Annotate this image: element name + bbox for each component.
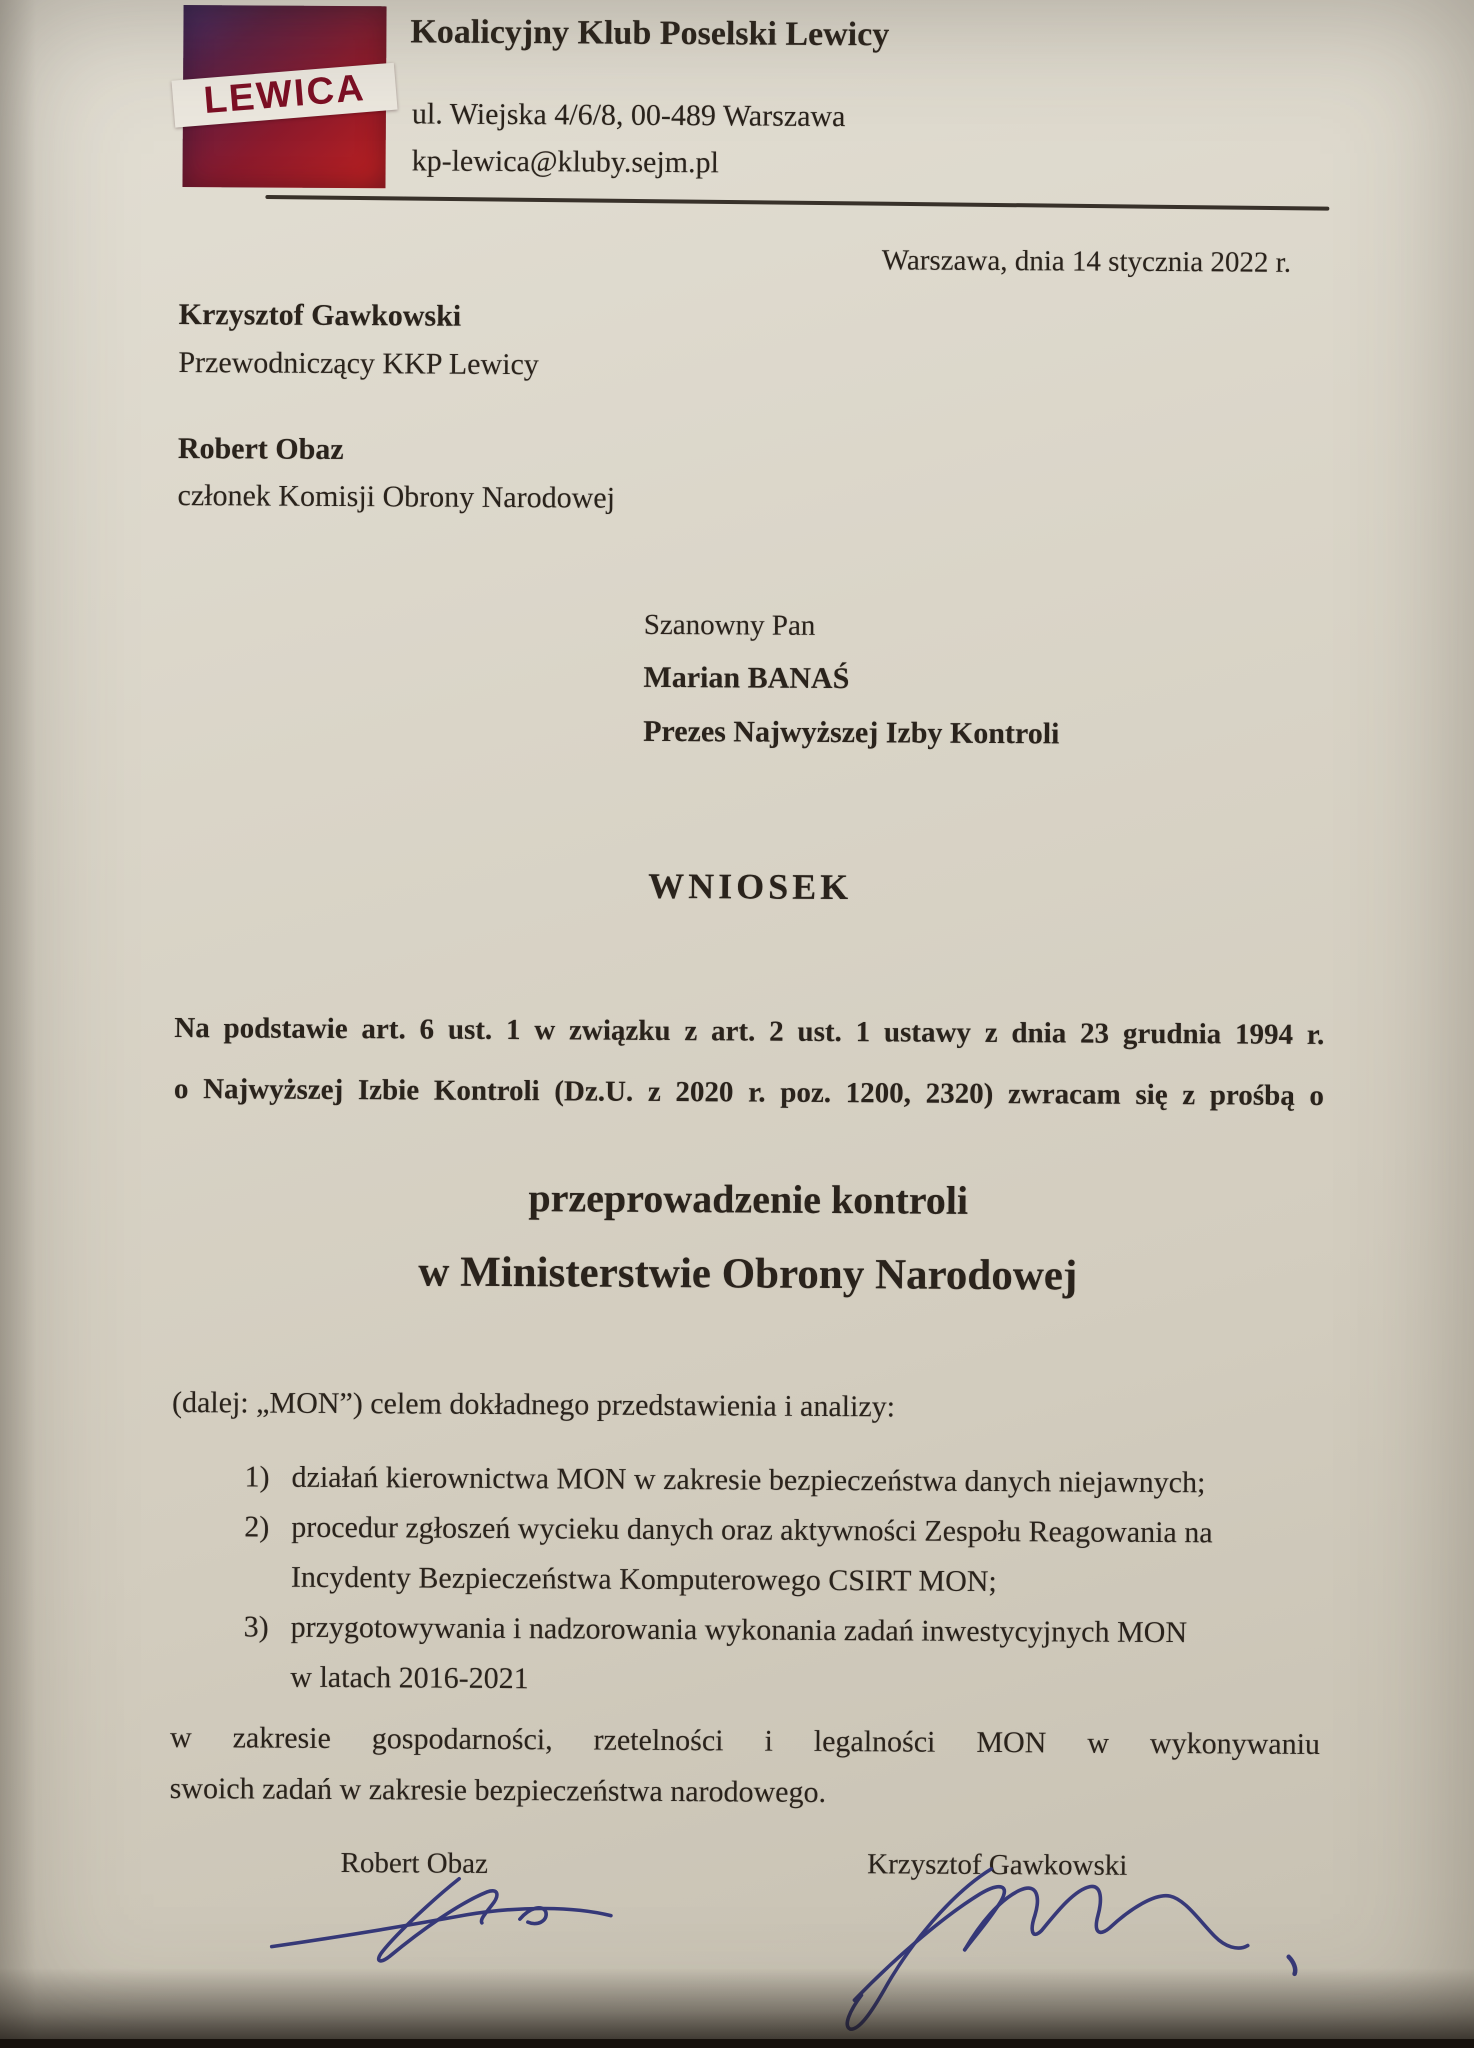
closing-line-2: swoich zadań w zakresie bezpieczeństwa narodowego. (169, 1771, 827, 1809)
numbered-list (243, 1452, 1330, 1709)
sender2-role: członek Komisji Obrony Narodowej (177, 478, 616, 515)
recipient-title: Prezes Najwyższej Izby Kontroli (643, 714, 1060, 751)
signature-name-obaz: Robert Obaz (340, 1847, 489, 1880)
signature-name-gawkowski: Krzysztof Gawkowski (867, 1848, 1128, 1882)
list-item (244, 1502, 1330, 1609)
list-item-number: 1) (244, 1460, 270, 1494)
list-item-number: 2) (244, 1510, 270, 1544)
signature-ink-obaz (272, 1878, 611, 1963)
sender1-role: Przewodniczący KKP Lewicy (178, 345, 539, 382)
signature-ink-gawkowski (847, 1868, 1296, 2032)
list-item (244, 1452, 1329, 1509)
scope-intro: (dalej: „MON”) celem dokładnego przedstawienia i analizy: (171, 1385, 896, 1424)
intro-line-1: Na podstawie art. 6 ust. 1 w związku z art. 2 ust. 1 ustawy z dnia 23 grudnia 1994 r. (174, 1011, 1325, 1052)
signature-ink-dot (1289, 1957, 1296, 1974)
list-item-text: przygotowywania i nadzorowania wykonania zadań inwestycyjnych MON w latach 2016-2021 (290, 1610, 1188, 1696)
list-item-text: działań kierownictwa MON w zakresie bezpieczeństwa danych niejawnych; (291, 1460, 1206, 1500)
intro-line-2: o Najwyższej Izbie Kontroli (Dz.U. z 2020 r. poz. 1200, 2320) zwracam się z prośbą o (173, 1072, 1325, 1113)
org-address: ul. Wiejska 4/6/8, 00-489 Warszawa (411, 97, 846, 134)
dateline: Warszawa, dnia 14 stycznia 2022 r. (881, 244, 1292, 279)
recipient-salutation: Szanowny Pan (643, 608, 816, 642)
request-heading-line-1: przeprowadzenie kontroli (528, 1175, 969, 1223)
request-heading-line-2: w Ministerstwie Obrony Narodowej (418, 1248, 1078, 1300)
lewica-logo-text: LEWICA (202, 66, 367, 122)
intro-paragraph (174, 998, 1325, 1127)
lewica-logo-band (171, 62, 397, 127)
closing-line-1: w zakresie gospodarności, rzetelności i legalności MON w wykonywaniu (169, 1720, 1321, 1761)
closing-paragraph (170, 1712, 1321, 1821)
recipient-name: Marian BANAŚ (643, 660, 850, 696)
sender2-name: Robert Obaz (177, 431, 344, 467)
header-rule (265, 195, 1329, 211)
list-item-number: 3) (243, 1610, 269, 1644)
org-name: Koalicyjny Klub Poselski Lewicy (410, 13, 890, 54)
lewica-logo (182, 5, 386, 188)
list-item-text: procedur zgłoszeń wycieku danych oraz aktywności Zespołu Reagowania na Incydenty Bezpieczeństwa Komputerowego CSIRT MON; (290, 1510, 1213, 1599)
sender1-name: Krzysztof Gawkowski (178, 297, 462, 333)
document-title: WNIOSEK (648, 865, 853, 908)
org-email: kp-lewica@kluby.sejm.pl (411, 144, 720, 180)
list-item (243, 1602, 1329, 1709)
